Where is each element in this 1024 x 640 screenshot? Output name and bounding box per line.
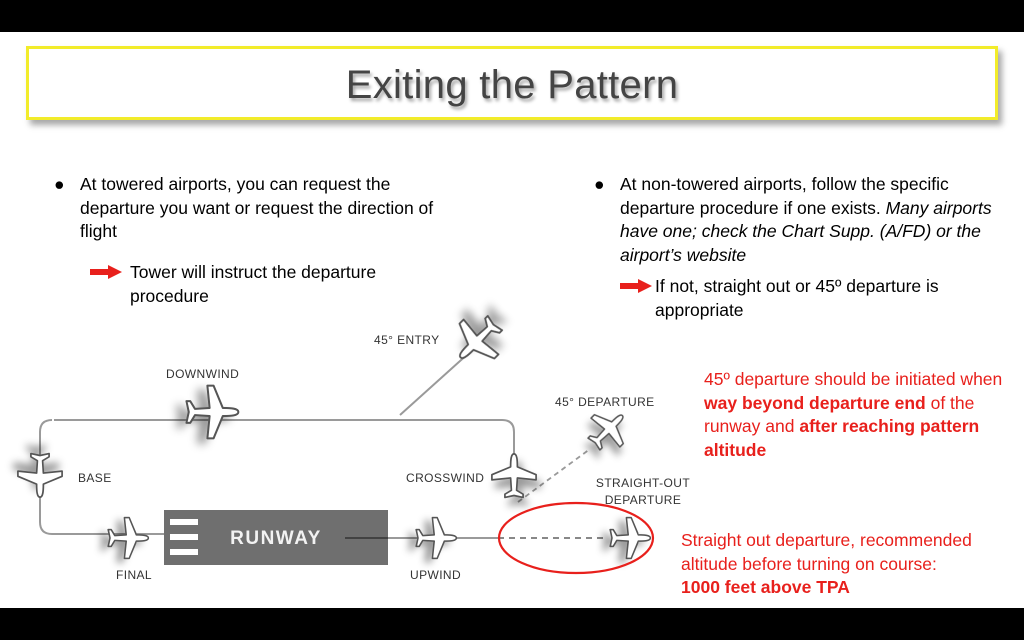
airplane-straight-out-icon bbox=[610, 518, 650, 559]
non-towered-sub-text: If not, straight out or 45º departure is appropriate bbox=[655, 276, 939, 320]
traffic-pattern-diagram bbox=[0, 32, 1024, 608]
straight-out-label-line2: DEPARTURE bbox=[604, 493, 682, 507]
airplane-base-icon bbox=[18, 454, 62, 498]
note-45-part1: 45º departure should be initiated when bbox=[704, 369, 1003, 389]
runway-label: RUNWAY bbox=[230, 528, 322, 549]
runway-marking bbox=[170, 534, 198, 540]
airplane-entry-icon bbox=[443, 306, 512, 375]
airplane-crosswind-icon bbox=[492, 454, 536, 498]
airplane-downwind-icon bbox=[186, 386, 238, 439]
entry-45-label: 45° ENTRY bbox=[374, 333, 440, 347]
airplane-final-icon bbox=[108, 518, 148, 559]
base-label: BASE bbox=[78, 471, 112, 485]
non-towered-bullet-text: At non-towered airports, follow the specific departure procedure if one exists. bbox=[620, 174, 949, 218]
crosswind-label: CROSSWIND bbox=[406, 471, 485, 485]
final-label: FINAL bbox=[116, 568, 153, 582]
slide bbox=[0, 32, 1024, 608]
note-45-bold1: way beyond departure end bbox=[704, 392, 926, 413]
upwind-label: UPWIND bbox=[410, 568, 462, 582]
runway-marking bbox=[170, 519, 198, 525]
entry-45-line bbox=[400, 352, 470, 415]
note-straight-text: Straight out departure, recommended altitude before turning on course: bbox=[681, 530, 972, 574]
departure-45-label: 45° DEPARTURE bbox=[555, 395, 655, 409]
towered-sub-text: Tower will instruct the departure procedure bbox=[130, 262, 377, 306]
downwind-label: DOWNWIND bbox=[166, 367, 240, 381]
non-towered-bullet-italic: Many airports have one; check the Chart Supp. (A/FD) or the airport’s website bbox=[620, 197, 992, 265]
note-straight-bold: 1000 feet above TPA bbox=[681, 577, 850, 597]
bullet-dot: ● bbox=[54, 174, 65, 194]
note-45-part2: of the runway and bbox=[704, 392, 975, 436]
airplane-upwind-icon bbox=[416, 518, 456, 559]
note-45-bold2: after reaching pattern altitude bbox=[704, 416, 980, 460]
slide-title: Exiting the Pattern bbox=[345, 63, 679, 107]
runway-marking bbox=[170, 549, 198, 555]
towered-bullet-text: At towered airports, you can request the departure you want or request the direction of flight bbox=[80, 174, 434, 241]
airplane-departure45-icon bbox=[580, 401, 637, 458]
straight-out-label-line1: STRAIGHT-OUT bbox=[595, 476, 691, 490]
bullet-dot: ● bbox=[594, 174, 605, 194]
